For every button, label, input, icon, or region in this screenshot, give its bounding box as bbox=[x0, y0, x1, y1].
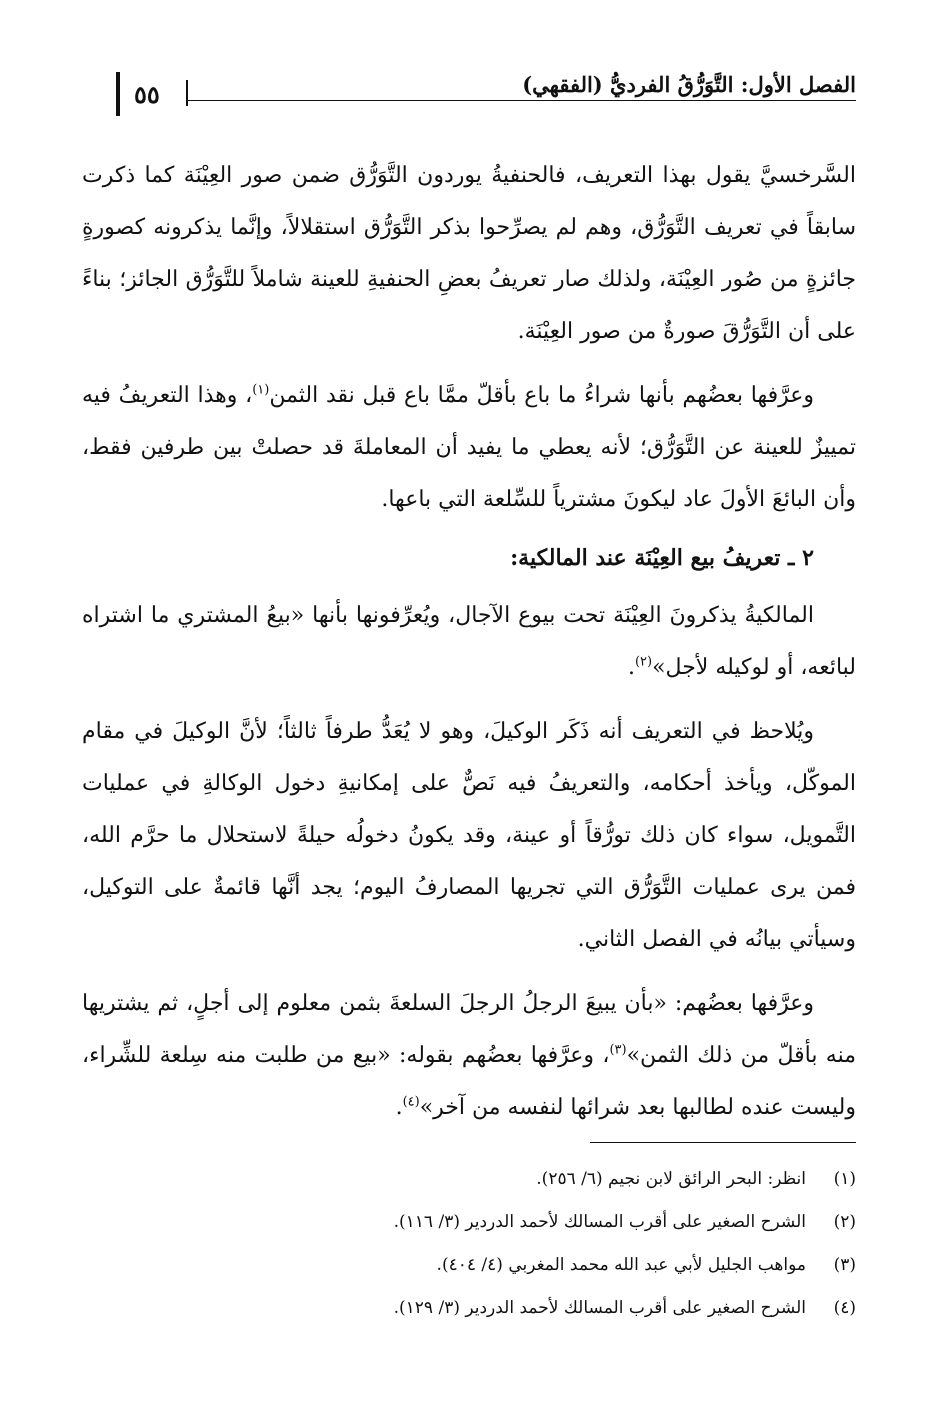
paragraph-4: ويُلاحظ في التعريف أنه ذَكَر الوكيلَ، وهو لا يُعَدُّ طرفاً ثالثاً؛ لأنَّ الوكيلَ في مقام الموكّل، ويأخذ أحكامه، والتعريفُ فيه نَصٌّ على إمكانيةِ دخول الوكالةِ في عمليات التَّمويل، سواء كان ذلك تورُّقاً أو عينة، وقد يكونُ دخولُه حيلةً لاستحلال ما حرَّم الله، فمن يرى عمليات التَّوَرُّق التي تجريها المصارفُ اليوم؛ يجد أنَّها قائمةٌ على التوكيل، وسيأتي بيانُه في الفصل الثاني. bbox=[82, 719, 856, 952]
paragraph-5-text-b: ، وعرَّفها بعضُهم بقوله: «بيع من طلبت منه سِلعة للشِّراء، وليست عنده لطالبها بعد شرائها لنفسه من آخر» bbox=[82, 1043, 856, 1120]
page-number: ٥٥ bbox=[134, 80, 160, 109]
paragraph-5-text-c: . bbox=[395, 1095, 403, 1120]
footnote-item bbox=[82, 1158, 856, 1201]
paragraph-5-text-a: وعرَّفها بعضُهم: «بأن يبيعَ الرجلُ الرجلَ السلعةَ بثمن معلوم إلى أجلٍ، ثم يشتريها منه بأقلّ من ذلك الثمن» bbox=[82, 991, 856, 1068]
footnote-separator bbox=[590, 1142, 856, 1143]
footnote-number: (٢) bbox=[833, 1212, 856, 1232]
paragraph-3 bbox=[82, 590, 856, 694]
section-heading: ٢ ـ تعريفُ بيع العِيْنَة عند المالكية: bbox=[510, 545, 814, 571]
footnote-text: الشرح الصغير على أقرب المسالك لأحمد الدردير (٣/ ١١٦). bbox=[393, 1212, 806, 1232]
footnote-text: انظر: البحر الرائق لابن نجيم (٦/ ٢٥٦). bbox=[536, 1169, 806, 1189]
main-text bbox=[82, 150, 856, 1134]
paragraph-1: السَّرخسيَّ يقول بهذا التعريف، فالحنفيةُ يوردون التَّوَرُّق ضمن صور العِيْنَة كما ذكرت سابقاً في تعريف التَّوَرُّق، وهم لم يصرِّحوا بذكر التَّوَرُّق استقلالاً، وإنَّما يذكرونه كصورةٍ جائزةٍ من صُور العِيْنَة، ولذلك صار تعريفُ بعضِ الحنفيةِ للعينة شاملاً للتَّوَرُّق الجائز؛ بناءً على أن التَّوَرُّقَ صورةٌ من صور العِيْنَة. bbox=[82, 163, 857, 344]
paragraph-3-text-b: . bbox=[627, 655, 635, 680]
footnote-item bbox=[82, 1201, 856, 1244]
footnote-ref-3[interactable]: (٣) bbox=[609, 1042, 627, 1058]
header-bar bbox=[116, 72, 120, 116]
footnote-text: الشرح الصغير على أقرب المسالك لأحمد الدردير (٣/ ١٢٩). bbox=[393, 1298, 806, 1318]
paragraph-5 bbox=[82, 978, 856, 1134]
header-rule bbox=[188, 100, 856, 101]
footnote-item bbox=[82, 1287, 856, 1330]
paragraph-2-text-a: وعرَّفها بعضُهم بأنها شراءُ ما باع بأقلّ ممَّا باع قبل نقد الثمن bbox=[269, 383, 814, 408]
footnote-text: مواهب الجليل لأبي عبد الله محمد المغربي (٤/ ٤٠٤). bbox=[436, 1255, 806, 1275]
chapter-title: الفصل الأول: التَّوَرُّقُ الفرديُّ (الفقهي) bbox=[522, 72, 856, 97]
paragraph-2-text-b: ، وهذا التعريفُ فيه تمييزٌ للعينة عن التَّوَرُّق؛ لأنه يعطي ما يفيد أن المعاملةَ قد حصلتْ بين طرفين فقط، وأن البائعَ الأولَ عاد ليكونَ مشترياً للسِّلعة التي باعها. bbox=[82, 383, 856, 512]
footnote-ref-2[interactable]: (٢) bbox=[634, 654, 653, 670]
footnotes bbox=[82, 1158, 856, 1330]
footnote-number: (٣) bbox=[833, 1255, 856, 1275]
footnote-number: (١) bbox=[833, 1169, 856, 1189]
footnote-ref-4[interactable]: (٤) bbox=[402, 1094, 420, 1110]
header-rule-end-tick bbox=[186, 80, 188, 106]
paragraph-3-text-a: المالكيةُ يذكرونَ العِيْنَة تحت بيوع الآجال، ويُعرِّفونها بأنها «بيعُ المشتري ما اشتراه لبائعه، أو لوكيله لأجل» bbox=[82, 603, 856, 680]
footnote-ref-1[interactable]: (١) bbox=[252, 382, 270, 398]
footnote-item bbox=[82, 1244, 856, 1287]
paragraph-2 bbox=[82, 370, 856, 526]
footnote-number: (٤) bbox=[833, 1298, 856, 1318]
running-header bbox=[108, 70, 856, 122]
